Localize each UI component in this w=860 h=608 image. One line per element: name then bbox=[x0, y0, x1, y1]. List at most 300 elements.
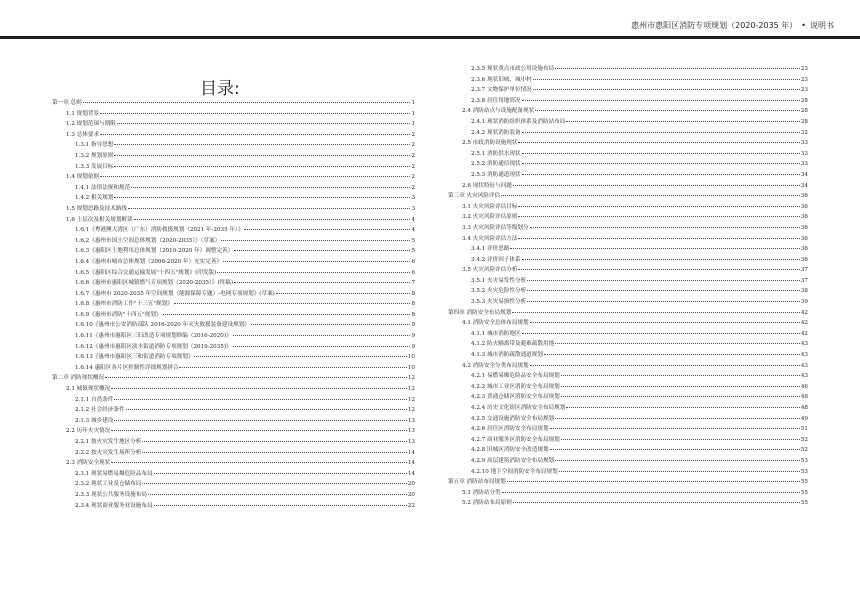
toc-entry-title: 1.6.9《惠州市消防"十四五"规划》 bbox=[75, 311, 162, 318]
toc-entry-page: 13 bbox=[407, 428, 415, 435]
toc-leader-dots bbox=[527, 280, 800, 281]
toc-entry-title: 2.3.6 现状旧城、城中村 bbox=[471, 76, 532, 83]
toc-entry[interactable] bbox=[52, 395, 415, 406]
toc-leader-dots bbox=[561, 386, 800, 387]
toc-entry-title: 4.1.1 城市消防地区 bbox=[471, 330, 521, 337]
toc-entry-page: 2 bbox=[411, 152, 415, 159]
toc-entry-title: 1.3.3 发展目标 bbox=[75, 163, 114, 170]
toc-entry-page: 33 bbox=[800, 150, 808, 157]
toc-leader-dots bbox=[111, 462, 407, 463]
toc-entry-page: 42 bbox=[800, 320, 808, 327]
toc-entry[interactable] bbox=[448, 202, 808, 213]
toc-entry[interactable] bbox=[448, 456, 808, 467]
toc-entry-title: 4.1 消防安全总体布局规划 bbox=[462, 320, 529, 327]
toc-leader-dots bbox=[233, 346, 411, 347]
toc-entry-page: 43 bbox=[800, 362, 808, 369]
toc-leader-dots bbox=[513, 185, 800, 186]
toc-entry[interactable] bbox=[52, 437, 415, 448]
toc-entry[interactable] bbox=[52, 215, 415, 226]
toc-leader-dots bbox=[114, 197, 410, 198]
toc-entry-title: 第一章 总则 bbox=[52, 100, 82, 106]
toc-entry[interactable] bbox=[52, 183, 415, 194]
toc-entry[interactable] bbox=[448, 414, 808, 425]
toc-leader-dots bbox=[555, 418, 800, 419]
toc-entry-page: 1 bbox=[411, 100, 415, 106]
toc-entry-title: 4.2 消防安全分类布局规划 bbox=[462, 362, 529, 369]
toc-entry-title: 2.3 消防安全现状 bbox=[66, 460, 111, 467]
toc-entry-page: 13 bbox=[407, 439, 415, 445]
toc-entry-page: 36 bbox=[800, 193, 808, 200]
toc-entry[interactable] bbox=[448, 255, 808, 266]
toc-entry[interactable] bbox=[52, 299, 415, 310]
toc-entry-page: 8 bbox=[411, 301, 415, 308]
toc-entry[interactable] bbox=[448, 181, 808, 192]
toc-entry[interactable] bbox=[448, 498, 808, 509]
toc-entry[interactable] bbox=[448, 445, 808, 456]
toc-entry[interactable] bbox=[448, 308, 808, 319]
toc-entry[interactable] bbox=[448, 361, 808, 372]
toc-entry-title: 第三章 火灾风险评估 bbox=[448, 193, 501, 200]
toc-entry-page: 23 bbox=[800, 87, 808, 94]
toc-leader-dots bbox=[126, 409, 407, 410]
toc-entry[interactable] bbox=[52, 109, 415, 120]
toc-leader-dots bbox=[114, 399, 406, 400]
toc-leader-dots bbox=[128, 208, 410, 209]
toc-entry-title: 2.5.2 消防通信现状 bbox=[471, 161, 521, 168]
toc-entry-title: 1.6.4《惠州市城市总体规划（2006-2020 年）充实完善》 bbox=[75, 258, 223, 265]
toc-entry[interactable] bbox=[448, 234, 808, 245]
toc-entry-title: 4.1.2 防火隔离带及避难疏散用地 bbox=[471, 341, 555, 348]
toc-entry-page: 10 bbox=[407, 354, 415, 361]
toc-entry-title: 1.4.1 法律法规和规范 bbox=[75, 184, 131, 191]
toc-entry[interactable] bbox=[448, 297, 808, 308]
toc-entry-title: 1.3.2 规划原则 bbox=[75, 152, 114, 159]
toc-entry-page: 55 bbox=[800, 500, 808, 507]
toc-leader-dots bbox=[501, 195, 800, 196]
toc-entry-title: 2.4.1 现状消防组织体系及消防站布局 bbox=[471, 118, 566, 125]
toc-entry-page: 2 bbox=[411, 184, 415, 191]
toc-leader-dots bbox=[117, 123, 411, 124]
toc-leader-dots bbox=[522, 259, 800, 260]
toc-entry-page: 32 bbox=[800, 129, 808, 136]
toc-leader-dots bbox=[555, 460, 800, 461]
toc-entry-page: 14 bbox=[407, 460, 415, 467]
toc-leader-dots bbox=[100, 176, 410, 177]
toc-leader-dots bbox=[83, 102, 411, 103]
toc-leader-dots bbox=[234, 282, 410, 283]
toc-entry-page: 39 bbox=[800, 299, 808, 306]
toc-leader-dots bbox=[174, 303, 411, 304]
toc-entry-page: 51 bbox=[800, 426, 808, 433]
toc-entry[interactable] bbox=[448, 488, 808, 499]
toc-entry-title: 1.6.12《惠州市惠阳区淡水街道消防专项规划（2019-2035)》 bbox=[75, 343, 232, 350]
toc-leader-dots bbox=[142, 452, 407, 453]
toc-leader-dots bbox=[105, 377, 407, 378]
toc-entry-page: 14 bbox=[407, 470, 415, 477]
toc-entry-title: 5.2 消防站布局原则 bbox=[462, 500, 512, 507]
toc-leader-dots bbox=[518, 216, 799, 217]
toc-leader-dots bbox=[154, 505, 407, 506]
toc-leader-dots bbox=[522, 100, 800, 101]
toc-entry-title: 4.2.3 普通仓储区消防安全布局规划 bbox=[471, 394, 560, 401]
toc-entry-title: 4.2.9 高层建筑消防安全布局规划 bbox=[471, 457, 555, 464]
toc-entry[interactable] bbox=[52, 193, 415, 204]
toc-leader-dots bbox=[522, 153, 800, 154]
toc-leader-dots bbox=[566, 407, 800, 408]
toc-entry-page: 55 bbox=[800, 479, 808, 486]
toc-leader-dots bbox=[522, 174, 800, 175]
toc-leader-dots bbox=[148, 494, 407, 495]
toc-entry-title: 3.4.2 评价因子体系 bbox=[471, 256, 521, 263]
toc-entry[interactable] bbox=[448, 339, 808, 350]
toc-entry[interactable] bbox=[52, 246, 415, 257]
toc-leader-dots bbox=[561, 439, 800, 440]
toc-entry[interactable] bbox=[52, 479, 415, 490]
toc-entry[interactable] bbox=[52, 342, 415, 353]
toc-entry-page: 36 bbox=[800, 256, 808, 263]
toc-entry-page: 34 bbox=[800, 171, 808, 178]
toc-entry-page: 36 bbox=[800, 203, 808, 210]
toc-leader-dots bbox=[535, 110, 800, 111]
toc-leader-dots bbox=[131, 187, 410, 188]
toc-entry[interactable] bbox=[448, 265, 808, 276]
toc-entry-page: 13 bbox=[407, 417, 415, 424]
toc-entry-title: 2.2.2 按火灾发生场所分析 bbox=[75, 449, 142, 456]
toc-entry-page: 43 bbox=[800, 352, 808, 359]
toc-entry-page: 20 bbox=[407, 481, 415, 488]
toc-leader-dots bbox=[550, 428, 800, 429]
toc-entry[interactable] bbox=[52, 162, 415, 173]
toc-leader-dots bbox=[530, 322, 800, 323]
toc-entry-page: 55 bbox=[800, 489, 808, 496]
toc-entry[interactable] bbox=[52, 469, 415, 480]
toc-leader-dots bbox=[561, 396, 800, 397]
toc-entry[interactable] bbox=[448, 286, 808, 297]
toc-entry[interactable] bbox=[448, 371, 808, 382]
toc-entry[interactable] bbox=[52, 405, 415, 416]
toc-entry-page: 12 bbox=[407, 407, 415, 414]
toc-entry[interactable] bbox=[52, 204, 415, 215]
toc-entry-title: 2.5.1 消防供水现状 bbox=[471, 150, 521, 157]
toc-leader-dots bbox=[276, 293, 411, 294]
toc-leader-dots bbox=[555, 68, 800, 69]
toc-leader-dots bbox=[559, 471, 800, 472]
toc-entry[interactable] bbox=[52, 310, 415, 321]
toc-entry-title: 1.4 规划依据 bbox=[66, 174, 100, 181]
toc-leader-dots bbox=[244, 229, 410, 230]
toc-entry-title: 1.6.11《惠州市惠阳区三旧改造专项规划修编（2016-2020)》 bbox=[75, 333, 232, 340]
toc-entry-title: 2.2.1 按火灾发生地区分析 bbox=[75, 439, 142, 445]
toc-entry[interactable] bbox=[448, 106, 808, 117]
toc-entry[interactable] bbox=[52, 289, 415, 300]
toc-entry[interactable] bbox=[448, 350, 808, 361]
toc-entry-title: 2.2 历年火灾情况 bbox=[66, 428, 111, 435]
toc-entry-page: 9 bbox=[411, 343, 415, 350]
toc-entry-title: 5.1 消防站分类 bbox=[462, 489, 501, 496]
toc-entry-title: 1.6 上层次及相关规划解读 bbox=[66, 216, 133, 223]
toc-entry[interactable] bbox=[52, 172, 415, 183]
toc-entry-page: 36 bbox=[800, 214, 808, 221]
toc-entry[interactable] bbox=[52, 426, 415, 437]
toc-entry-page: 36 bbox=[800, 224, 808, 231]
toc-entry-page: 20 bbox=[407, 491, 415, 498]
toc-leader-dots bbox=[233, 335, 411, 336]
toc-entry-title: 4.2.5 交通设施消防安全布局规划 bbox=[471, 415, 555, 422]
toc-leader-dots bbox=[114, 144, 410, 145]
toc-entry-title: 2.6 现状特征与问题 bbox=[462, 182, 512, 189]
toc-entry[interactable] bbox=[52, 151, 415, 162]
toc-entry-title: 1.6.14 惠阳区各片区控制性详细规划拼合 bbox=[75, 364, 179, 371]
toc-entry-title: 1.6.10《惠州市公安消防部队 2016-2020 年灭火救援装备建设规划》 bbox=[75, 322, 250, 329]
header-title: 惠州市惠阳区消防专项规划（2020-2035 年） bbox=[631, 21, 798, 30]
toc-entry-page: 42 bbox=[800, 309, 808, 316]
toc-leader-dots bbox=[561, 375, 800, 376]
toc-entry-page: 43 bbox=[800, 373, 808, 380]
toc-entry[interactable] bbox=[448, 117, 808, 128]
toc-entry[interactable] bbox=[52, 236, 415, 247]
toc-entry-page: 28 bbox=[800, 97, 808, 104]
toc-entry-page: 34 bbox=[800, 182, 808, 189]
toc-entry[interactable] bbox=[448, 329, 808, 340]
toc-entry-title: 2.1.3 城乡建设 bbox=[75, 417, 114, 424]
toc-entry-title: 1.5 规划思路及技术路线 bbox=[66, 205, 128, 212]
toc-entry-title: 1.6.1《粤港澳大湾区（广东）消防救援规划（2021 年-2035 年）》 bbox=[75, 227, 244, 234]
toc-entry[interactable] bbox=[448, 467, 808, 478]
toc-entry-page: 12 bbox=[407, 375, 415, 382]
toc-entry-title: 2.5 市政消防设施现状 bbox=[462, 140, 518, 147]
toc-entry[interactable] bbox=[448, 477, 808, 488]
toc-entry-title: 第五章 消防站布局规划 bbox=[448, 479, 506, 486]
toc-entry[interactable] bbox=[448, 159, 808, 170]
toc-entry-title: 3.1 火灾风险评估目标 bbox=[462, 203, 518, 210]
toc-entry[interactable] bbox=[52, 278, 415, 289]
toc-leader-dots bbox=[111, 430, 407, 431]
toc-entry-title: 4.2.8 旧城区消防安全改造规划 bbox=[471, 447, 549, 454]
toc-entry-page: 8 bbox=[411, 290, 415, 297]
toc-entry[interactable] bbox=[52, 384, 415, 395]
toc-leader-dots bbox=[134, 219, 411, 220]
toc-entry-page: 3 bbox=[411, 195, 415, 202]
toc-entry[interactable] bbox=[448, 212, 808, 223]
toc-entry-page: 12 bbox=[407, 396, 415, 403]
toc-entry-page: 6 bbox=[411, 258, 415, 265]
toc-entry-page: 6 bbox=[411, 269, 415, 276]
running-header bbox=[631, 20, 834, 31]
toc-entry[interactable] bbox=[448, 424, 808, 435]
toc-entry-title: 1.6.8《惠州市消防工作"十三五"规划》 bbox=[75, 301, 173, 308]
toc-entry-page: 2 bbox=[411, 131, 415, 138]
toc-leader-dots bbox=[223, 261, 410, 262]
toc-leader-dots bbox=[221, 240, 410, 241]
toc-leader-dots bbox=[527, 290, 800, 291]
toc-entry-title: 4.2.1 易燃易爆危险品安全布局规划 bbox=[471, 373, 560, 380]
toc-entry-title: 1.3.1 指导思想 bbox=[75, 142, 114, 149]
toc-entry-page: 48 bbox=[800, 405, 808, 411]
toc-entry[interactable] bbox=[448, 85, 808, 96]
toc-entry-page: 53 bbox=[800, 468, 808, 475]
toc-entry-title: 3.5.1 火灾易发性分析 bbox=[471, 277, 527, 284]
toc-entry-page: 36 bbox=[800, 235, 808, 242]
toc-entry[interactable] bbox=[52, 257, 415, 268]
toc-entry[interactable] bbox=[448, 96, 808, 107]
toc-entry-title: 2.3.7 文物保护单位情况 bbox=[471, 87, 532, 94]
toc-entry-title: 2.4 消防站点与设施配备现状 bbox=[462, 108, 535, 115]
toc-entry-title: 2.1 城镇现状概况 bbox=[66, 386, 111, 393]
toc-entry-title: 3.5.3 火灾易损性分析 bbox=[471, 299, 527, 306]
toc-entry-title: 3.5.2 火灾危险性分析 bbox=[471, 288, 527, 295]
toc-leader-dots bbox=[502, 492, 800, 493]
toc-entry[interactable] bbox=[52, 490, 415, 501]
header-separator: • bbox=[801, 21, 806, 30]
toc-entry-title: 1.6.13《惠州市惠阳区三和街道消防专项规划》 bbox=[75, 354, 194, 361]
toc-leader-dots bbox=[522, 163, 800, 164]
toc-leader-dots bbox=[251, 324, 411, 325]
toc-leader-dots bbox=[507, 481, 800, 482]
toc-entry-page: 23 bbox=[800, 66, 808, 72]
toc-entry-page: 22 bbox=[407, 502, 415, 509]
toc-entry-page: 3 bbox=[411, 205, 415, 212]
toc-entry[interactable] bbox=[448, 138, 808, 149]
toc-leader-dots bbox=[510, 248, 799, 249]
toc-entry-page: 1 bbox=[411, 110, 415, 117]
toc-entry[interactable] bbox=[52, 225, 415, 236]
toc-leader-dots bbox=[114, 166, 410, 167]
toc-entry[interactable] bbox=[448, 392, 808, 403]
toc-entry-page: 28 bbox=[800, 108, 808, 115]
toc-entry-title: 2.1.1 自然条件 bbox=[75, 396, 114, 403]
toc-entry[interactable] bbox=[448, 170, 808, 181]
toc-entry[interactable] bbox=[448, 382, 808, 393]
toc-leader-dots bbox=[550, 449, 800, 450]
toc-entry[interactable] bbox=[448, 75, 808, 86]
toc-entry-page: 8 bbox=[411, 311, 415, 318]
toc-entry-title: 1.6.3《惠阳区土地利用总体规划（2010-2020 年）调整完善》 bbox=[75, 248, 234, 255]
toc-entry[interactable] bbox=[448, 223, 808, 234]
toc-leader-dots bbox=[234, 250, 410, 251]
toc-leader-dots bbox=[522, 132, 800, 133]
toc-entry-title: 3.5 火灾风险评估分析 bbox=[462, 267, 518, 274]
toc-entry[interactable] bbox=[52, 458, 415, 469]
toc-entry-page: 48 bbox=[800, 394, 808, 401]
toc-entry[interactable] bbox=[52, 501, 415, 512]
toc-leader-dots bbox=[179, 367, 406, 368]
toc-leader-dots bbox=[518, 206, 799, 207]
toc-left-column bbox=[52, 98, 415, 511]
toc-entry[interactable] bbox=[52, 119, 415, 130]
toc-entry-page: 52 bbox=[800, 436, 808, 443]
toc-entry-title: 2.3.1 现状易燃易爆危险品布局 bbox=[75, 470, 153, 477]
toc-entry[interactable] bbox=[52, 448, 415, 459]
toc-entry-title: 1.2 规划范围与期限 bbox=[66, 121, 116, 128]
toc-entry-page: 4 bbox=[411, 216, 415, 223]
toc-entry-page: 36 bbox=[800, 246, 808, 253]
toc-entry-page: 9 bbox=[411, 322, 415, 329]
toc-entry[interactable] bbox=[52, 320, 415, 331]
toc-entry-title: 3.4 火灾风险评估方法 bbox=[462, 235, 518, 242]
toc-entry[interactable] bbox=[52, 331, 415, 342]
toc-entry-page: 42 bbox=[800, 330, 808, 337]
toc-leader-dots bbox=[194, 356, 406, 357]
toc-entry-title: 第四章 消防安全布局规划 bbox=[448, 309, 512, 316]
toc-entry-title: 2.3.3 现状公共服务设施布局 bbox=[75, 491, 147, 498]
toc-entry[interactable] bbox=[52, 130, 415, 141]
toc-entry-title: 1.6.5《惠阳区综合交通运输发展"十四五"规划》(印发版) bbox=[75, 269, 217, 276]
toc-entry[interactable] bbox=[448, 318, 808, 329]
toc-entry-page: 2 bbox=[411, 163, 415, 170]
toc-leader-dots bbox=[518, 142, 799, 143]
toc-entry-title: 2.3.4 现状商业服务业设施布局 bbox=[75, 502, 153, 509]
toc-entry-title: 4.2.10 地下空间消防安全布局规划 bbox=[471, 468, 558, 475]
toc-entry-title: 1.6.6《惠州市惠阳区城镇燃气专项规划（2020-2035）》(终稿) bbox=[75, 280, 234, 287]
toc-entry[interactable] bbox=[52, 268, 415, 279]
toc-leader-dots bbox=[566, 121, 800, 122]
toc-leader-dots bbox=[530, 227, 800, 228]
toc-entry-title: 3.3 火灾风险评估等级划分 bbox=[462, 224, 529, 231]
toc-entry[interactable] bbox=[448, 64, 808, 75]
toc-entry-page: 33 bbox=[800, 140, 808, 147]
toc-entry-page: 10 bbox=[407, 364, 415, 371]
toc-entry-page: 37 bbox=[800, 267, 808, 274]
toc-entry-title: 1.6.7《惠州市 2020-2035 年空间规划（能源保障专题）-电网专项规划》(草案) bbox=[75, 290, 275, 297]
toc-entry-page: 28 bbox=[800, 118, 808, 125]
toc-title: 目录: bbox=[200, 79, 240, 99]
toc-leader-dots bbox=[527, 301, 800, 302]
toc-leader-dots bbox=[100, 113, 410, 114]
toc-leader-dots bbox=[518, 238, 799, 239]
toc-entry-page: 12 bbox=[407, 386, 415, 393]
toc-entry[interactable] bbox=[52, 98, 415, 109]
toc-entry[interactable] bbox=[448, 403, 808, 414]
toc-entry-title: 4.2.2 城市工业区消防安全布局规划 bbox=[471, 383, 560, 390]
toc-entry-title: 3.2 火灾风险评估原则 bbox=[462, 214, 518, 221]
toc-entry-title: 2.1.2 社会经济条件 bbox=[75, 407, 125, 414]
toc-entry-page: 5 bbox=[411, 248, 415, 255]
toc-entry-page: 43 bbox=[800, 341, 808, 348]
toc-entry[interactable] bbox=[448, 276, 808, 287]
toc-entry-page: 33 bbox=[800, 161, 808, 168]
toc-leader-dots bbox=[217, 272, 410, 273]
toc-entry[interactable] bbox=[448, 149, 808, 160]
toc-entry-page: 1 bbox=[411, 121, 415, 128]
toc-entry-title: 2.3.5 现状重点市政公用设施布局 bbox=[471, 66, 555, 72]
toc-entry[interactable] bbox=[448, 128, 808, 139]
toc-leader-dots bbox=[544, 354, 800, 355]
toc-entry-title: 1.1 规划背景 bbox=[66, 110, 100, 117]
header-rule bbox=[0, 36, 860, 39]
toc-right-column bbox=[448, 64, 808, 509]
toc-leader-dots bbox=[513, 502, 800, 503]
toc-entry-page: 9 bbox=[411, 333, 415, 340]
header-doc-type: 说明书 bbox=[810, 21, 834, 30]
toc-entry-page: 14 bbox=[407, 449, 415, 456]
toc-entry-page: 49 bbox=[800, 415, 808, 422]
toc-entry[interactable] bbox=[448, 244, 808, 255]
toc-entry[interactable] bbox=[52, 352, 415, 363]
toc-entry-title: 2.3.2 现状工业及仓储布局 bbox=[75, 481, 142, 488]
toc-entry-title: 4.2.6 居住区消防安全布局规划 bbox=[471, 426, 549, 433]
toc-entry[interactable] bbox=[52, 363, 415, 374]
toc-entry[interactable] bbox=[448, 191, 808, 202]
toc-entry[interactable] bbox=[52, 373, 415, 384]
toc-entry-page: 7 bbox=[411, 280, 415, 287]
toc-leader-dots bbox=[512, 312, 800, 313]
toc-entry[interactable] bbox=[448, 435, 808, 446]
toc-entry[interactable] bbox=[52, 416, 415, 427]
toc-entry-title: 第二章 消防现状概况 bbox=[52, 375, 105, 382]
toc-entry-title: 2.4.2 现状消防装备 bbox=[471, 129, 521, 136]
toc-entry-page: 52 bbox=[800, 447, 808, 454]
toc-entry[interactable] bbox=[52, 140, 415, 151]
